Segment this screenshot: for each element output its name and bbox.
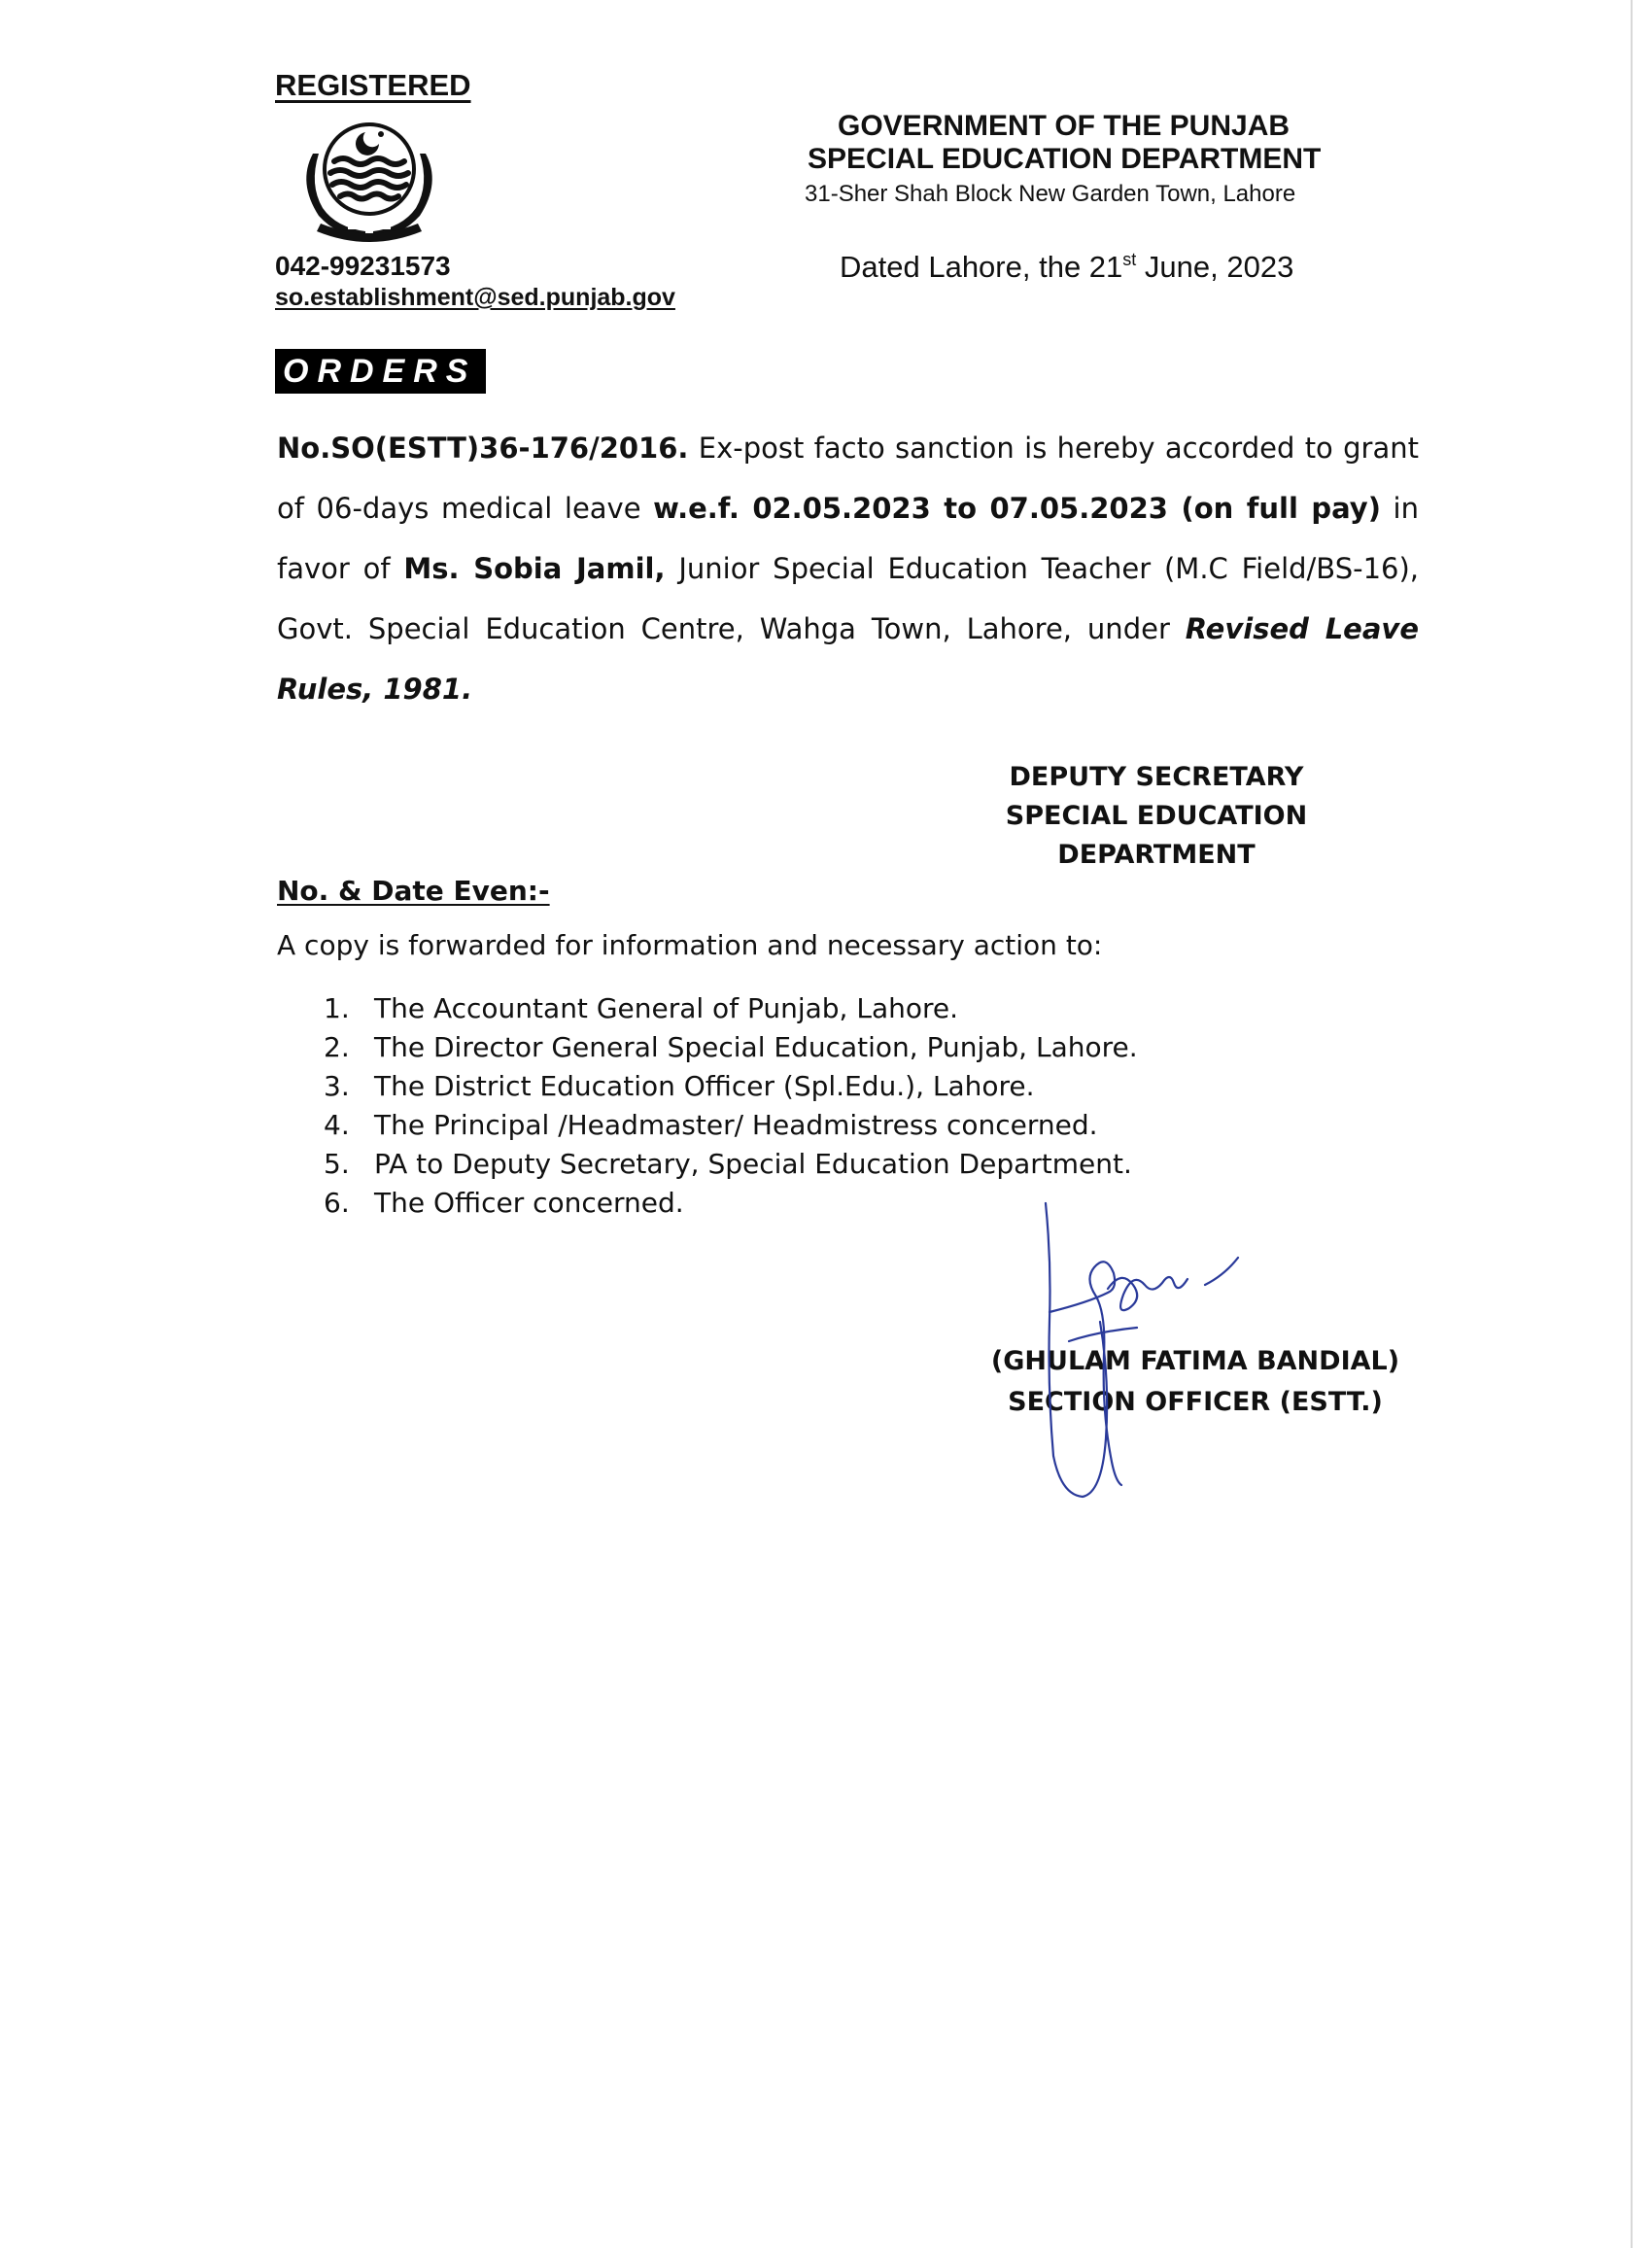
employee-name: Ms. Sobia Jamil,	[403, 552, 666, 585]
list-item-number: 3.	[324, 1070, 350, 1102]
handwritten-signature	[1011, 1195, 1283, 1506]
list-item-number: 6.	[324, 1187, 350, 1219]
order-paragraph	[277, 418, 1419, 719]
deputy-secretary-line-1: DEPUTY SECRETARY	[1009, 762, 1304, 792]
list-item-text: The District Education Officer (Spl.Edu.), Lahore.	[374, 1070, 1035, 1102]
list-item-text: The Principal /Headmaster/ Headmistress concerned.	[374, 1109, 1098, 1141]
list-item-number: 5.	[324, 1148, 350, 1180]
recipient-list	[324, 989, 1138, 1223]
order-number: No.SO(ESTT)36-176/2016.	[277, 432, 689, 465]
leave-rules: Revised Leave Rules, 1981.	[277, 612, 1419, 706]
list-item	[324, 1028, 1138, 1067]
leave-period: w.e.f. 02.05.2023 to 07.05.2023 (on full pay)	[653, 492, 1381, 525]
email-address: so.establishment@sed.punjab.gov	[275, 284, 675, 311]
government-title: GOVERNMENT OF THE PUNJAB	[838, 110, 1291, 142]
list-item-number: 2.	[324, 1031, 350, 1063]
department-address: 31-Sher Shah Block New Garden Town, Lahore	[805, 181, 1296, 207]
list-item	[324, 1106, 1138, 1145]
orders-heading: ORDERS	[275, 349, 486, 394]
order-text-3: Junior Special Education Teacher (M.C Field/BS-16), Govt. Special Education Centre, Wahga Town, Lahore, under	[277, 552, 1419, 645]
list-item-number: 4.	[324, 1109, 350, 1141]
deputy-secretary-block	[1001, 758, 1312, 875]
list-item-text: PA to Deputy Secretary, Special Education Department.	[374, 1148, 1132, 1180]
dated-line	[840, 250, 1293, 285]
order-text-1: Ex-post facto sanction is hereby accorded to grant of 06-days medical leave	[277, 432, 1419, 525]
registered-label: REGISTERED	[275, 68, 471, 102]
list-item	[324, 1067, 1138, 1106]
list-item-number: 1.	[324, 992, 350, 1024]
department-title: SPECIAL EDUCATION DEPARTMENT	[808, 143, 1322, 175]
order-text-2: in favor of	[277, 492, 1419, 585]
list-item-text: The Director General Special Education, Punjab, Lahore.	[374, 1031, 1138, 1063]
date-even-heading: No. & Date Even:-	[277, 875, 550, 907]
list-item-text: The Officer concerned.	[374, 1187, 684, 1219]
phone-number: 042-99231573	[275, 251, 451, 281]
list-item-text: The Accountant General of Punjab, Lahore.	[374, 992, 959, 1024]
punjab-government-emblem	[280, 115, 455, 251]
deputy-secretary-line-2: SPECIAL EDUCATION	[1005, 801, 1308, 831]
signatory-name: (GHULAM FATIMA BANDIAL)	[990, 1346, 1400, 1376]
list-item	[324, 989, 1138, 1028]
dated-rest: June, 2023	[1136, 250, 1294, 284]
dated-ordinal: st	[1122, 250, 1137, 269]
forwarding-intro: A copy is forwarded for information and necessary action to:	[277, 929, 1103, 961]
signatory-title: SECTION OFFICER (ESTT.)	[1008, 1387, 1383, 1417]
list-item	[324, 1145, 1138, 1184]
dated-prefix: Dated Lahore, the 21	[840, 250, 1123, 284]
deputy-secretary-line-3: DEPARTMENT	[1057, 840, 1256, 870]
